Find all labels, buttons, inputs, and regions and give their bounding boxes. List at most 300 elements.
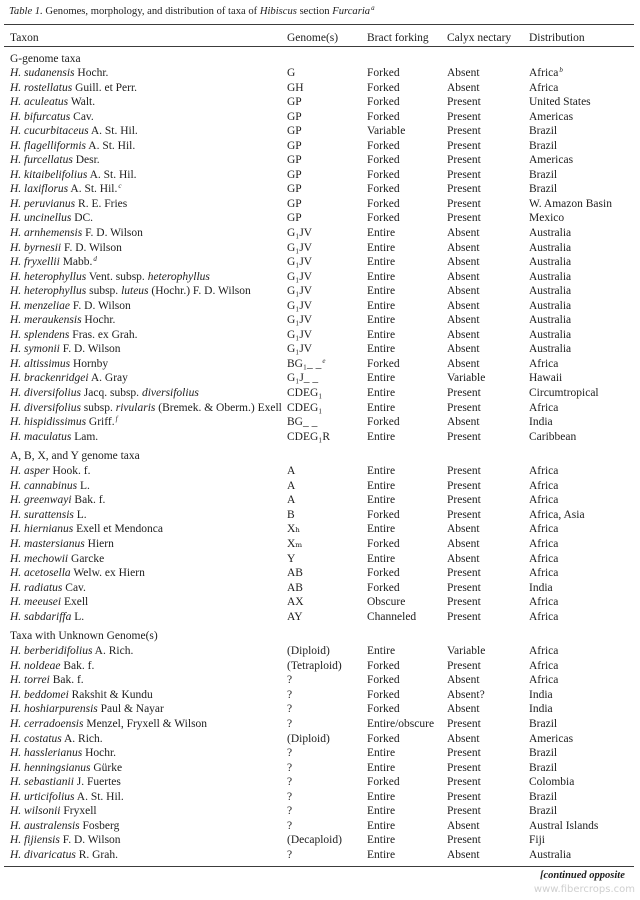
distribution-value: Africa: [529, 357, 559, 370]
taxon-authority: Lam.: [74, 430, 99, 443]
distribution-value: Africa: [529, 81, 559, 94]
taxon-authority: R. E. Fries: [78, 197, 128, 210]
taxon-authority: Walt.: [70, 96, 96, 109]
taxon-cell: [0, 415, 287, 430]
table-section: [0, 629, 640, 862]
taxon-cell: [0, 552, 287, 567]
calyx-nectary-cell: Absent: [447, 67, 480, 79]
taxon-authority: subsp.: [83, 401, 113, 414]
bract-forking-cell: Entire: [367, 372, 396, 385]
calyx-nectary-cell: Present: [447, 479, 481, 492]
distribution-value: Africa: [529, 537, 559, 550]
table-row: [0, 673, 640, 688]
distribution-value: Australia: [529, 270, 572, 283]
genome-cell: [287, 342, 367, 357]
taxon-authority: Hook. f.: [52, 465, 91, 478]
taxon-authority: Gürke: [93, 761, 123, 774]
table-row: [0, 595, 640, 610]
genome-value: A: [287, 479, 296, 492]
footnote-marker: d: [93, 255, 97, 264]
taxon-cell: [0, 241, 287, 256]
genome-cell: [287, 566, 367, 581]
genome-cell: [287, 255, 367, 270]
table-row: [0, 610, 640, 625]
distribution-cell: [529, 371, 640, 386]
taxon-name: H. torrei: [10, 674, 50, 687]
distribution-value: Brazil: [529, 183, 558, 196]
taxon-authority: Cav.: [73, 110, 94, 123]
taxon-name: H. uncinellus: [10, 212, 72, 225]
taxon-authority: Mabb.: [62, 256, 93, 269]
distribution-value: Australia: [529, 343, 572, 356]
taxon-name: H. cerradoensis: [10, 717, 84, 730]
genome-value: G₁JV: [287, 328, 313, 341]
genome-value: Xₘ: [287, 537, 303, 550]
distribution-value: Africa: [529, 567, 559, 580]
footnote-marker: c: [118, 182, 122, 191]
table-row: [0, 717, 640, 732]
column-header-bract-forking: Bract forking: [367, 32, 429, 44]
genome-cell: [287, 153, 367, 168]
distribution-cell: [529, 153, 640, 168]
taxon-authority: L.: [76, 508, 87, 521]
table-row: [0, 386, 640, 401]
taxon-cell: [0, 95, 287, 110]
distribution-cell: [529, 688, 640, 703]
distribution-value: Africa: [529, 596, 559, 609]
distribution-value: Brazil: [529, 805, 558, 818]
calyx-nectary-cell: Present: [447, 154, 481, 167]
genome-value: GP: [287, 110, 302, 123]
genome-cell: [287, 746, 367, 761]
distribution-value: Africa: [529, 523, 559, 536]
distribution-cell: [529, 464, 640, 479]
table-row: [0, 581, 640, 596]
calyx-nectary-cell: Present: [447, 610, 481, 623]
taxon-name: H. byrnesii: [10, 241, 62, 254]
watermark: www.fibercrops.com: [533, 884, 635, 895]
table-title: [9, 5, 375, 19]
genome-cell: [287, 790, 367, 805]
distribution-cell: [529, 702, 640, 717]
bract-forking-cell: Forked: [367, 688, 400, 701]
bract-forking-cell: Entire: [367, 479, 396, 492]
taxon-authority: J. Fuertes: [76, 776, 121, 789]
distribution-value: Circumtropical: [529, 387, 599, 400]
taxon-cell: [0, 299, 287, 314]
distribution-value: Africa: [529, 67, 559, 79]
taxon-name: heterophyllus: [147, 270, 210, 283]
taxon-authority: Bak. f.: [74, 494, 106, 507]
taxon-authority: (Hochr.) F. D. Wilson: [151, 285, 251, 298]
taxon-authority: Fosberg: [82, 819, 120, 832]
distribution-value: Americas: [529, 732, 574, 745]
genome-value: AY: [287, 610, 303, 623]
taxon-name: rivularis: [115, 401, 156, 414]
genome-cell: [287, 819, 367, 834]
distribution-value: Brazil: [529, 717, 558, 730]
bract-forking-cell: Entire: [367, 285, 396, 298]
calyx-nectary-cell: Present: [447, 139, 481, 152]
taxon-authority: Rakshit & Kundu: [71, 688, 153, 701]
taxon-authority: Menzel, Fryxell & Wilson: [86, 717, 208, 730]
genome-value: AB: [287, 567, 303, 580]
calyx-nectary-cell: Absent: [447, 703, 480, 716]
taxon-cell: [0, 581, 287, 596]
calyx-nectary-cell: Present: [447, 596, 481, 609]
column-header-taxon: Taxon: [10, 32, 39, 44]
table-row: [0, 415, 640, 430]
bract-forking-cell: Entire: [367, 761, 396, 774]
genome-cell: [287, 833, 367, 848]
taxon-authority: Desr.: [75, 154, 100, 167]
genome-value: Xₕ: [287, 523, 301, 536]
calyx-nectary-cell: Present: [447, 465, 481, 478]
taxon-cell: [0, 81, 287, 96]
taxon-cell: [0, 702, 287, 717]
calyx-nectary-cell: Absent: [447, 416, 480, 429]
distribution-value: Americas: [529, 110, 574, 123]
taxon-cell: [0, 479, 287, 494]
distribution-cell: [529, 848, 640, 863]
distribution-value: India: [529, 581, 553, 594]
genome-value: CDEG₁: [287, 401, 323, 414]
taxon-authority: A. St. Hil.: [70, 183, 118, 196]
taxon-cell: [0, 688, 287, 703]
bract-forking-cell: Entire: [367, 314, 396, 327]
bract-forking-cell: Entire: [367, 241, 396, 254]
table-row: [0, 833, 640, 848]
taxon-cell: [0, 226, 287, 241]
bract-forking-cell: Entire: [367, 430, 396, 443]
taxon-name: H. divaricatus: [10, 848, 76, 861]
genome-cell: [287, 522, 367, 537]
taxon-name: H. cucurbitaceus: [10, 125, 89, 138]
taxon-cell: [0, 659, 287, 674]
bract-forking-cell: Obscure: [367, 596, 406, 609]
distribution-value: Mexico: [529, 212, 565, 225]
distribution-cell: [529, 804, 640, 819]
table-row: [0, 522, 640, 537]
table-row: [0, 328, 640, 343]
taxon-authority: F. D. Wilson: [72, 299, 131, 312]
bract-forking-cell: Forked: [367, 81, 400, 94]
distribution-cell: [529, 732, 640, 747]
bract-forking-cell: Entire: [367, 465, 396, 478]
genome-value: BG_ _: [287, 416, 318, 429]
distribution-cell: [529, 746, 640, 761]
table-row: [0, 804, 640, 819]
taxon-name: H. aculeatus: [10, 96, 69, 109]
taxon-authority: Exell: [63, 596, 89, 609]
bract-forking-cell: Forked: [367, 659, 400, 672]
calyx-nectary-cell: Variable: [447, 645, 486, 658]
taxon-name: H. surattensis: [10, 508, 74, 521]
calyx-nectary-cell: Present: [447, 401, 481, 414]
distribution-value: Australia: [529, 299, 572, 312]
calyx-nectary-cell: Absent: [447, 241, 480, 254]
genome-value: AB: [287, 581, 303, 594]
distribution-cell: [529, 182, 640, 197]
taxon-cell: [0, 493, 287, 508]
distribution-cell: [529, 81, 640, 96]
distribution-value: Australia: [529, 227, 572, 240]
distribution-cell: [529, 168, 640, 183]
distribution-cell: [529, 197, 640, 212]
distribution-value: Africa: [529, 465, 559, 478]
calyx-nectary-cell: Present: [447, 776, 481, 789]
taxon-authority: A. St. Hil.: [90, 125, 138, 138]
calyx-nectary-cell: Present: [447, 110, 481, 123]
taxon-name: H. hispidissimus: [10, 416, 87, 429]
table-row: [0, 211, 640, 226]
calyx-nectary-cell: Present: [447, 183, 481, 196]
bract-forking-cell: Variable: [367, 125, 406, 138]
distribution-cell: [529, 270, 640, 285]
taxon-cell: [0, 717, 287, 732]
distribution-value: United States: [529, 96, 591, 109]
taxon-name: H. splendens: [10, 328, 70, 341]
distribution-value: Fiji: [529, 834, 545, 847]
distribution-cell: [529, 255, 640, 270]
genome-cell: [287, 644, 367, 659]
distribution-cell: [529, 790, 640, 805]
taxon-authority: Griff.: [88, 416, 115, 429]
bract-forking-cell: Entire: [367, 848, 396, 861]
table-body: [0, 53, 640, 862]
genome-value: G₁JV: [287, 299, 313, 312]
title-rule: [4, 24, 634, 25]
column-header-distribution: Distribution: [529, 32, 585, 44]
taxon-authority: A. Rich.: [64, 732, 103, 745]
genome-cell: [287, 702, 367, 717]
title-segment: Table 1.: [9, 6, 43, 17]
bract-forking-cell: Forked: [367, 197, 400, 210]
table-row: [0, 168, 640, 183]
taxon-cell: [0, 313, 287, 328]
distribution-cell: [529, 415, 640, 430]
genome-value: G₁JV: [287, 256, 313, 269]
genome-cell: [287, 659, 367, 674]
taxon-cell: [0, 673, 287, 688]
taxon-name: H. beddomei: [10, 688, 69, 701]
distribution-cell: [529, 552, 640, 567]
taxon-name: H. rostellatus: [10, 81, 73, 94]
genome-cell: [287, 357, 367, 372]
table-row: [0, 659, 640, 674]
distribution-value: Africa, Asia: [529, 508, 585, 521]
calyx-nectary-cell: Absent: [447, 732, 480, 745]
calyx-nectary-cell: Present: [447, 834, 481, 847]
table-row: [0, 66, 640, 81]
distribution-cell: [529, 241, 640, 256]
table-row: [0, 401, 640, 416]
calyx-nectary-cell: Absent: [447, 819, 480, 832]
taxon-cell: [0, 211, 287, 226]
table-row: [0, 790, 640, 805]
bract-forking-cell: Forked: [367, 168, 400, 181]
taxon-name: H. mechowii: [10, 552, 69, 565]
taxon-authority: F. D. Wilson: [63, 241, 122, 254]
distribution-cell: [529, 610, 640, 625]
genome-value: ?: [287, 717, 293, 730]
genome-value: ?: [287, 703, 293, 716]
genome-cell: [287, 732, 367, 747]
table-row: [0, 241, 640, 256]
calyx-nectary-cell: Absent: [447, 552, 480, 565]
table-row: [0, 270, 640, 285]
genome-cell: [287, 804, 367, 819]
taxon-name: H. greenwayi: [10, 494, 72, 507]
genome-cell: [287, 595, 367, 610]
taxon-name: H. diversifolius: [10, 401, 81, 414]
taxon-name: H. fryxellii: [10, 256, 60, 269]
bract-forking-cell: Forked: [367, 96, 400, 109]
title-segment: Genomes, morphology, and distribution of taxa of: [45, 6, 258, 17]
taxon-name: H. sabdariffa: [10, 610, 72, 623]
distribution-value: Colombia: [529, 776, 575, 789]
genome-value: ?: [287, 674, 293, 687]
distribution-value: Australia: [529, 328, 572, 341]
calyx-nectary-cell: Present: [447, 761, 481, 774]
bract-forking-cell: Forked: [367, 154, 400, 167]
taxon-cell: [0, 168, 287, 183]
taxon-cell: [0, 255, 287, 270]
taxon-cell: [0, 401, 287, 416]
distribution-value: Africa: [529, 659, 559, 672]
table-bottom-rule: [4, 866, 634, 867]
taxon-cell: [0, 508, 287, 523]
taxon-cell: [0, 775, 287, 790]
taxon-authority: A. St. Hil.: [89, 168, 137, 181]
taxon-name: H. symonii: [10, 343, 60, 356]
calyx-nectary-cell: Absent: [447, 299, 480, 312]
genome-cell: [287, 673, 367, 688]
table-row: [0, 464, 640, 479]
genome-value: Y: [287, 552, 296, 565]
taxon-cell: [0, 644, 287, 659]
genome-cell: [287, 226, 367, 241]
distribution-cell: [529, 508, 640, 523]
taxon-authority: F. D. Wilson: [62, 343, 121, 356]
taxon-authority: Fras. ex Grah.: [72, 328, 138, 341]
section-label: Taxa with Unknown Genome(s): [10, 630, 158, 643]
taxon-cell: [0, 110, 287, 125]
taxon-name: H. hasslerianus: [10, 747, 83, 760]
bract-forking-cell: Forked: [367, 581, 400, 594]
bract-forking-cell: Entire: [367, 805, 396, 818]
genome-cell: [287, 328, 367, 343]
distribution-cell: [529, 226, 640, 241]
table-header-row: [0, 31, 640, 45]
bract-forking-cell: Forked: [367, 416, 400, 429]
table-row: [0, 95, 640, 110]
genome-value: ?: [287, 776, 293, 789]
footnote-marker: e: [322, 356, 326, 365]
table-row: [0, 110, 640, 125]
taxon-name: H. acetosella: [10, 567, 71, 580]
bract-forking-cell: Entire: [367, 834, 396, 847]
genome-value: G₁JV: [287, 285, 313, 298]
genome-value: GP: [287, 197, 302, 210]
taxon-name: H. hoshiarpurensis: [10, 703, 98, 716]
genome-value: G: [287, 67, 296, 79]
distribution-value: Brazil: [529, 139, 558, 152]
genome-value: G₁JV: [287, 227, 313, 240]
taxon-name: H. meraukensis: [10, 314, 82, 327]
taxon-name: H. heterophyllus: [10, 285, 87, 298]
table-row: [0, 357, 640, 372]
table-section: [0, 449, 640, 624]
taxon-cell: [0, 746, 287, 761]
taxon-authority: Hiern: [87, 537, 114, 550]
taxon-name: H. costatus: [10, 732, 62, 745]
genome-value: GH: [287, 81, 304, 94]
taxon-authority: Cav.: [65, 581, 86, 594]
table-row: [0, 732, 640, 747]
taxon-name: H. sudanensis: [10, 67, 75, 79]
calyx-nectary-cell: Absent: [447, 328, 480, 341]
bract-forking-cell: Entire: [367, 552, 396, 565]
bract-forking-cell: Entire: [367, 494, 396, 507]
genome-cell: [287, 464, 367, 479]
taxon-authority: (Bremek. & Oberm.) Exell: [158, 401, 282, 414]
distribution-value: Africa: [529, 645, 559, 658]
taxon-cell: [0, 537, 287, 552]
calyx-nectary-cell: Present: [447, 717, 481, 730]
distribution-value: Hawaii: [529, 372, 563, 385]
bract-forking-cell: Forked: [367, 776, 400, 789]
taxon-authority: Exell et Mendonca: [76, 523, 163, 536]
distribution-cell: [529, 139, 640, 154]
distribution-cell: [529, 644, 640, 659]
table-row: [0, 761, 640, 776]
genome-cell: [287, 182, 367, 197]
distribution-cell: [529, 673, 640, 688]
genome-value: A: [287, 494, 296, 507]
table-row: [0, 775, 640, 790]
table-row: [0, 139, 640, 154]
bract-forking-cell: Forked: [367, 110, 400, 123]
taxon-cell: [0, 610, 287, 625]
header-rule: [4, 46, 634, 47]
distribution-value: Austral Islands: [529, 819, 599, 832]
footnote-marker: f: [115, 415, 118, 424]
table-row: [0, 313, 640, 328]
distribution-cell: [529, 819, 640, 834]
taxon-authority: Hornby: [72, 357, 109, 370]
table-row: [0, 552, 640, 567]
genome-value: GP: [287, 125, 302, 138]
distribution-cell: [529, 761, 640, 776]
calyx-nectary-cell: Absent: [447, 357, 480, 370]
taxon-cell: [0, 342, 287, 357]
distribution-cell: [529, 659, 640, 674]
genome-cell: [287, 401, 367, 416]
taxon-name: diversifolius: [141, 387, 199, 400]
taxon-name: H. menzeliae: [10, 299, 71, 312]
genome-value: AX: [287, 596, 304, 609]
genome-cell: [287, 479, 367, 494]
calyx-nectary-cell: Present: [447, 494, 481, 507]
taxon-name: H. cannabinus: [10, 479, 78, 492]
calyx-nectary-cell: Absent: [447, 537, 480, 550]
genome-value: (Diploid): [287, 645, 330, 658]
distribution-cell: [529, 66, 640, 81]
table-row: [0, 430, 640, 445]
distribution-cell: [529, 430, 640, 445]
calyx-nectary-cell: Absent?: [447, 688, 485, 701]
